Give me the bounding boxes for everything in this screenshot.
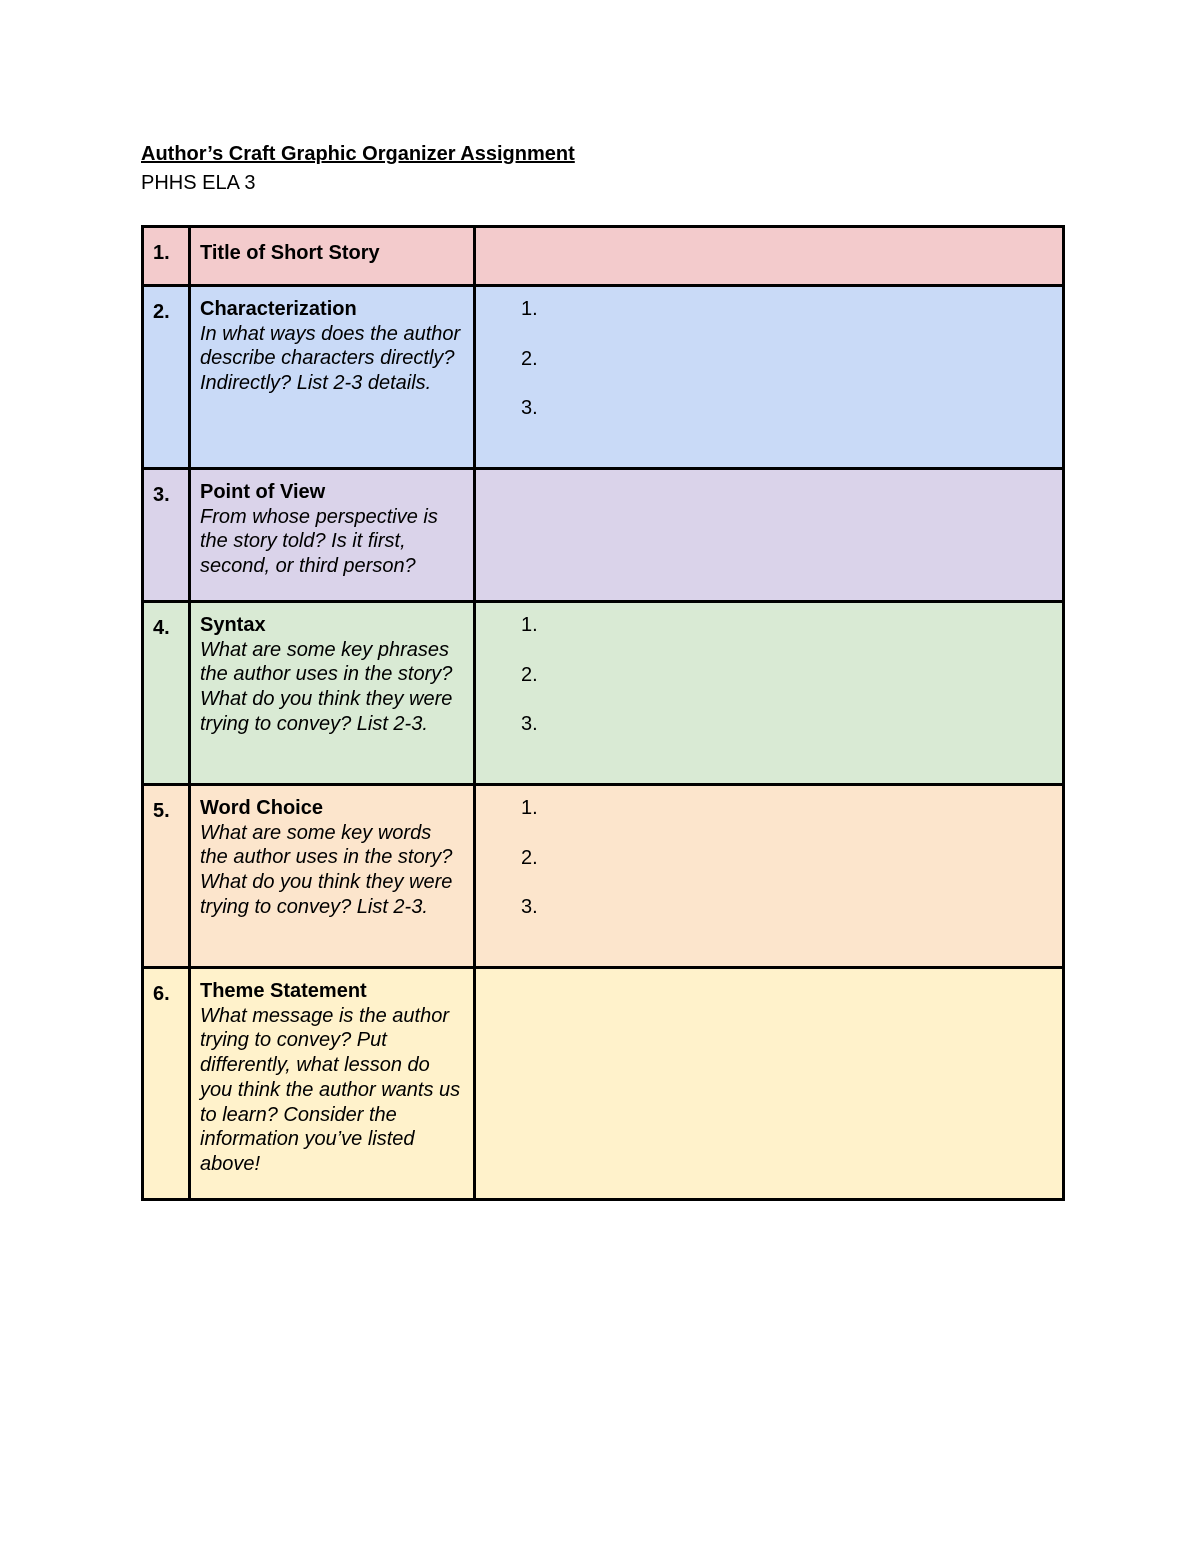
prompt-cell [190,227,475,286]
prompt-cell [190,469,475,602]
graphic-organizer-table [141,225,1065,1201]
answer-item[interactable]: 3. [521,397,538,420]
answer-item[interactable]: 2. [521,663,538,686]
row-number: 1. [143,227,190,286]
row-number: 6. [143,968,190,1200]
table-row [143,286,1064,469]
prompt-heading: Title of Short Story [200,242,380,264]
table-row [143,227,1064,286]
answer-cell-point-of-view[interactable] [475,469,1064,602]
table-row [143,469,1064,602]
answer-list [476,613,1062,762]
prompt-cell [190,602,475,785]
answer-item[interactable]: 2. [521,846,538,869]
row-number: 3. [143,469,190,602]
answer-cell-title[interactable] [475,227,1064,286]
table-row [143,602,1064,785]
answer-item[interactable]: 1. [521,298,538,320]
prompt-description: What message is the author trying to convey? Put differently, what lesson do you think the author wants us to learn? Consider the information you’ve listed above! [200,1004,461,1175]
prompt-description: From whose perspective is the story told? Is it first, second, or third person? [200,505,438,578]
prompt-description: In what ways does the author describe characters directly? Indirectly? List 2-3 details. [200,322,461,395]
answer-cell-characterization[interactable] [475,286,1064,469]
answer-item[interactable]: 2. [521,347,538,370]
answer-cell-word-choice[interactable] [475,785,1064,968]
answer-cell-theme-statement[interactable] [475,968,1064,1200]
answer-cell-syntax[interactable] [475,602,1064,785]
row-number: 2. [143,286,190,469]
prompt-heading: Word Choice [200,797,323,819]
prompt-cell [190,968,475,1200]
document-subtitle: PHHS ELA 3 [141,172,256,194]
prompt-description: What are some key phrases the author uses in the story? What do you think they were trying to convey? List 2-3. [200,638,453,735]
row-number: 4. [143,602,190,785]
answer-list [476,297,1062,446]
answer-item[interactable]: 3. [521,896,538,919]
row-number: 5. [143,785,190,968]
prompt-cell [190,286,475,469]
prompt-heading: Theme Statement [200,980,367,1002]
answer-item[interactable]: 1. [521,614,538,636]
prompt-heading: Point of View [200,481,326,503]
answer-item[interactable]: 1. [521,797,538,819]
answer-item[interactable]: 3. [521,713,538,736]
answer-list [476,796,1062,945]
prompt-heading: Characterization [200,298,357,320]
table-row [143,968,1064,1200]
prompt-cell [190,785,475,968]
table-row [143,785,1064,968]
prompt-heading: Syntax [200,614,266,636]
document-title: Author’s Craft Graphic Organizer Assignment [141,143,575,165]
prompt-description: What are some key words the author uses in the story? What do you think they were trying to convey? List 2-3. [200,821,453,918]
